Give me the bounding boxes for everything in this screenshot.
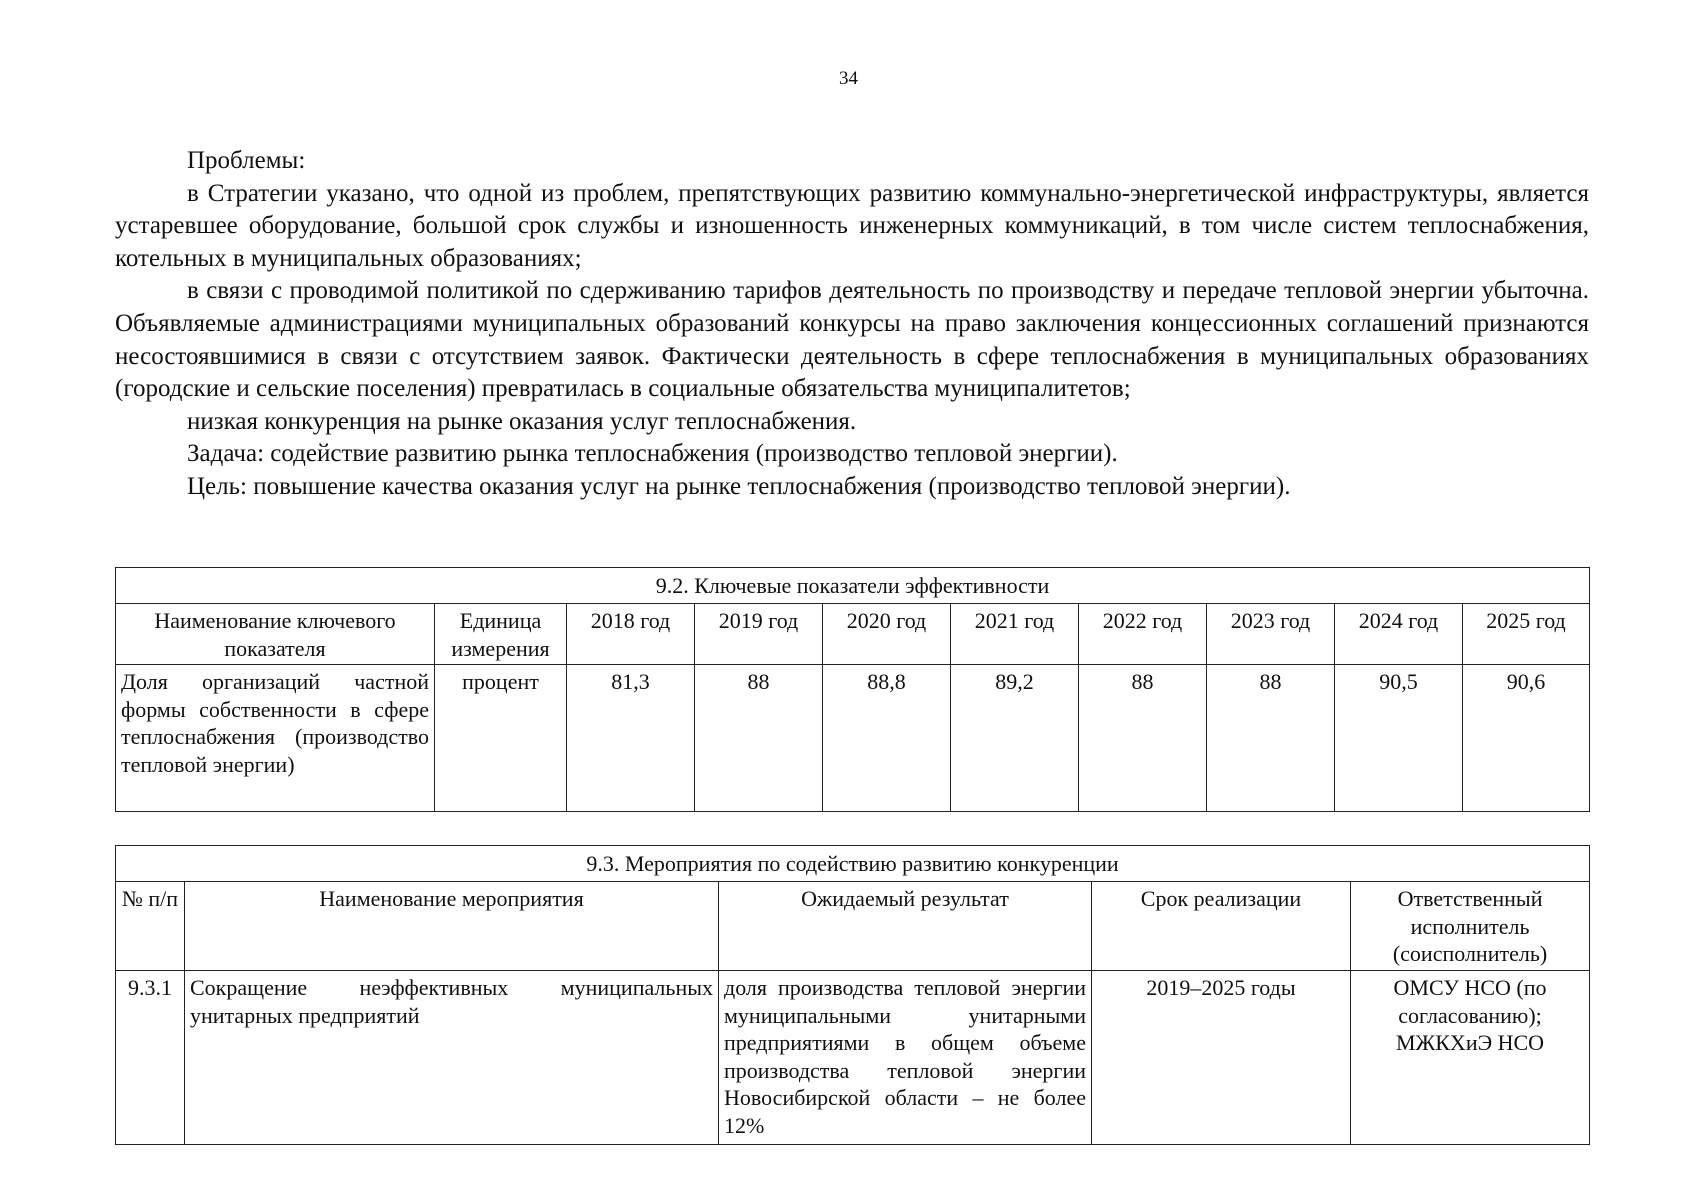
kpi-header-year-2024: 2024 год [1335,604,1463,665]
measures-table [115,845,1590,1145]
kpi-header-year-2018: 2018 год [567,604,695,665]
kpi-header-year-2019: 2019 год [695,604,823,665]
kpi-header-year-2025: 2025 год [1463,604,1590,665]
measures-header-number: № п/п [116,882,185,971]
kpi-header-indicator: Наименование ключевого показателя [116,604,435,665]
problems-heading: Проблемы: [187,147,306,174]
measure-number: 9.3.1 [116,971,185,1145]
kpi-header-year-2021: 2021 год [951,604,1079,665]
kpi-header-year-2023: 2023 год [1207,604,1335,665]
paragraph-problem-tariffs: в связи с проводимой политикой по сдерживанию тарифов деятельность по производству и передаче тепловой энергии убыточна. Объявляемые администрациями муниципальных образований конкурсы на право заключения концессионных соглашений признаются несостоявшимися в связи с отсутствием заявок. Фактически деятельность в сфере теплоснабжения в муниципальных образованиях (городские и сельские поселения) превратилась в социальные обязательства муниципалитетов; [115,277,1589,403]
measure-expected-result: доля производства тепловой энергии муниципальными унитарными предприятиями в общем объеме производства тепловой энергии Новосибирской области – не более 12% [719,971,1092,1145]
paragraph-task: Задача: содействие развитию рынка теплоснабжения (производство тепловой энергии). [187,440,1118,468]
kpi-value-2018: 81,3 [567,665,695,812]
paragraph-goal: Цель: повышение качества оказания услуг на рынке теплоснабжения (производство тепловой энергии). [187,472,1291,500]
paragraph-problem-equipment: в Стратегии указано, что одной из проблем, препятствующих развитию коммунально-энергетической инфраструктуры, является устаревшее оборудование, большой срок службы и изношенность инженерных коммуникаций, в том числе систем теплоснабжения, котельных в муниципальных образованиях; [115,179,1589,272]
measure-responsible: ОМСУ НСО (по согласованию); МЖКХиЭ НСО [1351,971,1590,1145]
kpi-table [115,567,1590,812]
page-number: 34 [839,68,858,89]
measures-header-result: Ожидаемый результат [719,882,1092,971]
kpi-header-unit: Единица измерения [435,604,567,665]
kpi-indicator-name: Доля организаций частной формы собственности в сфере теплоснабжения (производство тепловой энергии) [116,665,435,812]
kpi-header-year-2022: 2022 год [1079,604,1207,665]
measure-period: 2019–2025 годы [1092,971,1351,1145]
measures-header-measure: Наименование мероприятия [185,882,719,971]
measures-header-period: Срок реализации [1092,882,1351,971]
measures-header-responsible: Ответственный исполнитель (соисполнитель) [1351,882,1590,971]
kpi-header-year-2020: 2020 год [823,604,951,665]
table-row [116,971,1590,1145]
kpi-table-title: 9.2. Ключевые показатели эффективности [116,568,1590,604]
kpi-value-2022: 88 [1079,665,1207,812]
body-text [115,145,1589,504]
kpi-value-2020: 88,8 [823,665,951,812]
kpi-value-2025: 90,6 [1463,665,1590,812]
measures-table-title: 9.3. Мероприятия по содействию развитию конкуренции [116,846,1590,882]
kpi-value-2021: 89,2 [951,665,1079,812]
kpi-unit: процент [435,665,567,812]
paragraph-problem-competition: низкая конкуренция на рынке оказания услуг теплоснабжения. [187,407,857,435]
kpi-value-2024: 90,5 [1335,665,1463,812]
kpi-value-2023: 88 [1207,665,1335,812]
measure-name: Сокращение неэффективных муниципальных унитарных предприятий [185,971,719,1145]
table-row [116,665,1590,812]
kpi-value-2019: 88 [695,665,823,812]
